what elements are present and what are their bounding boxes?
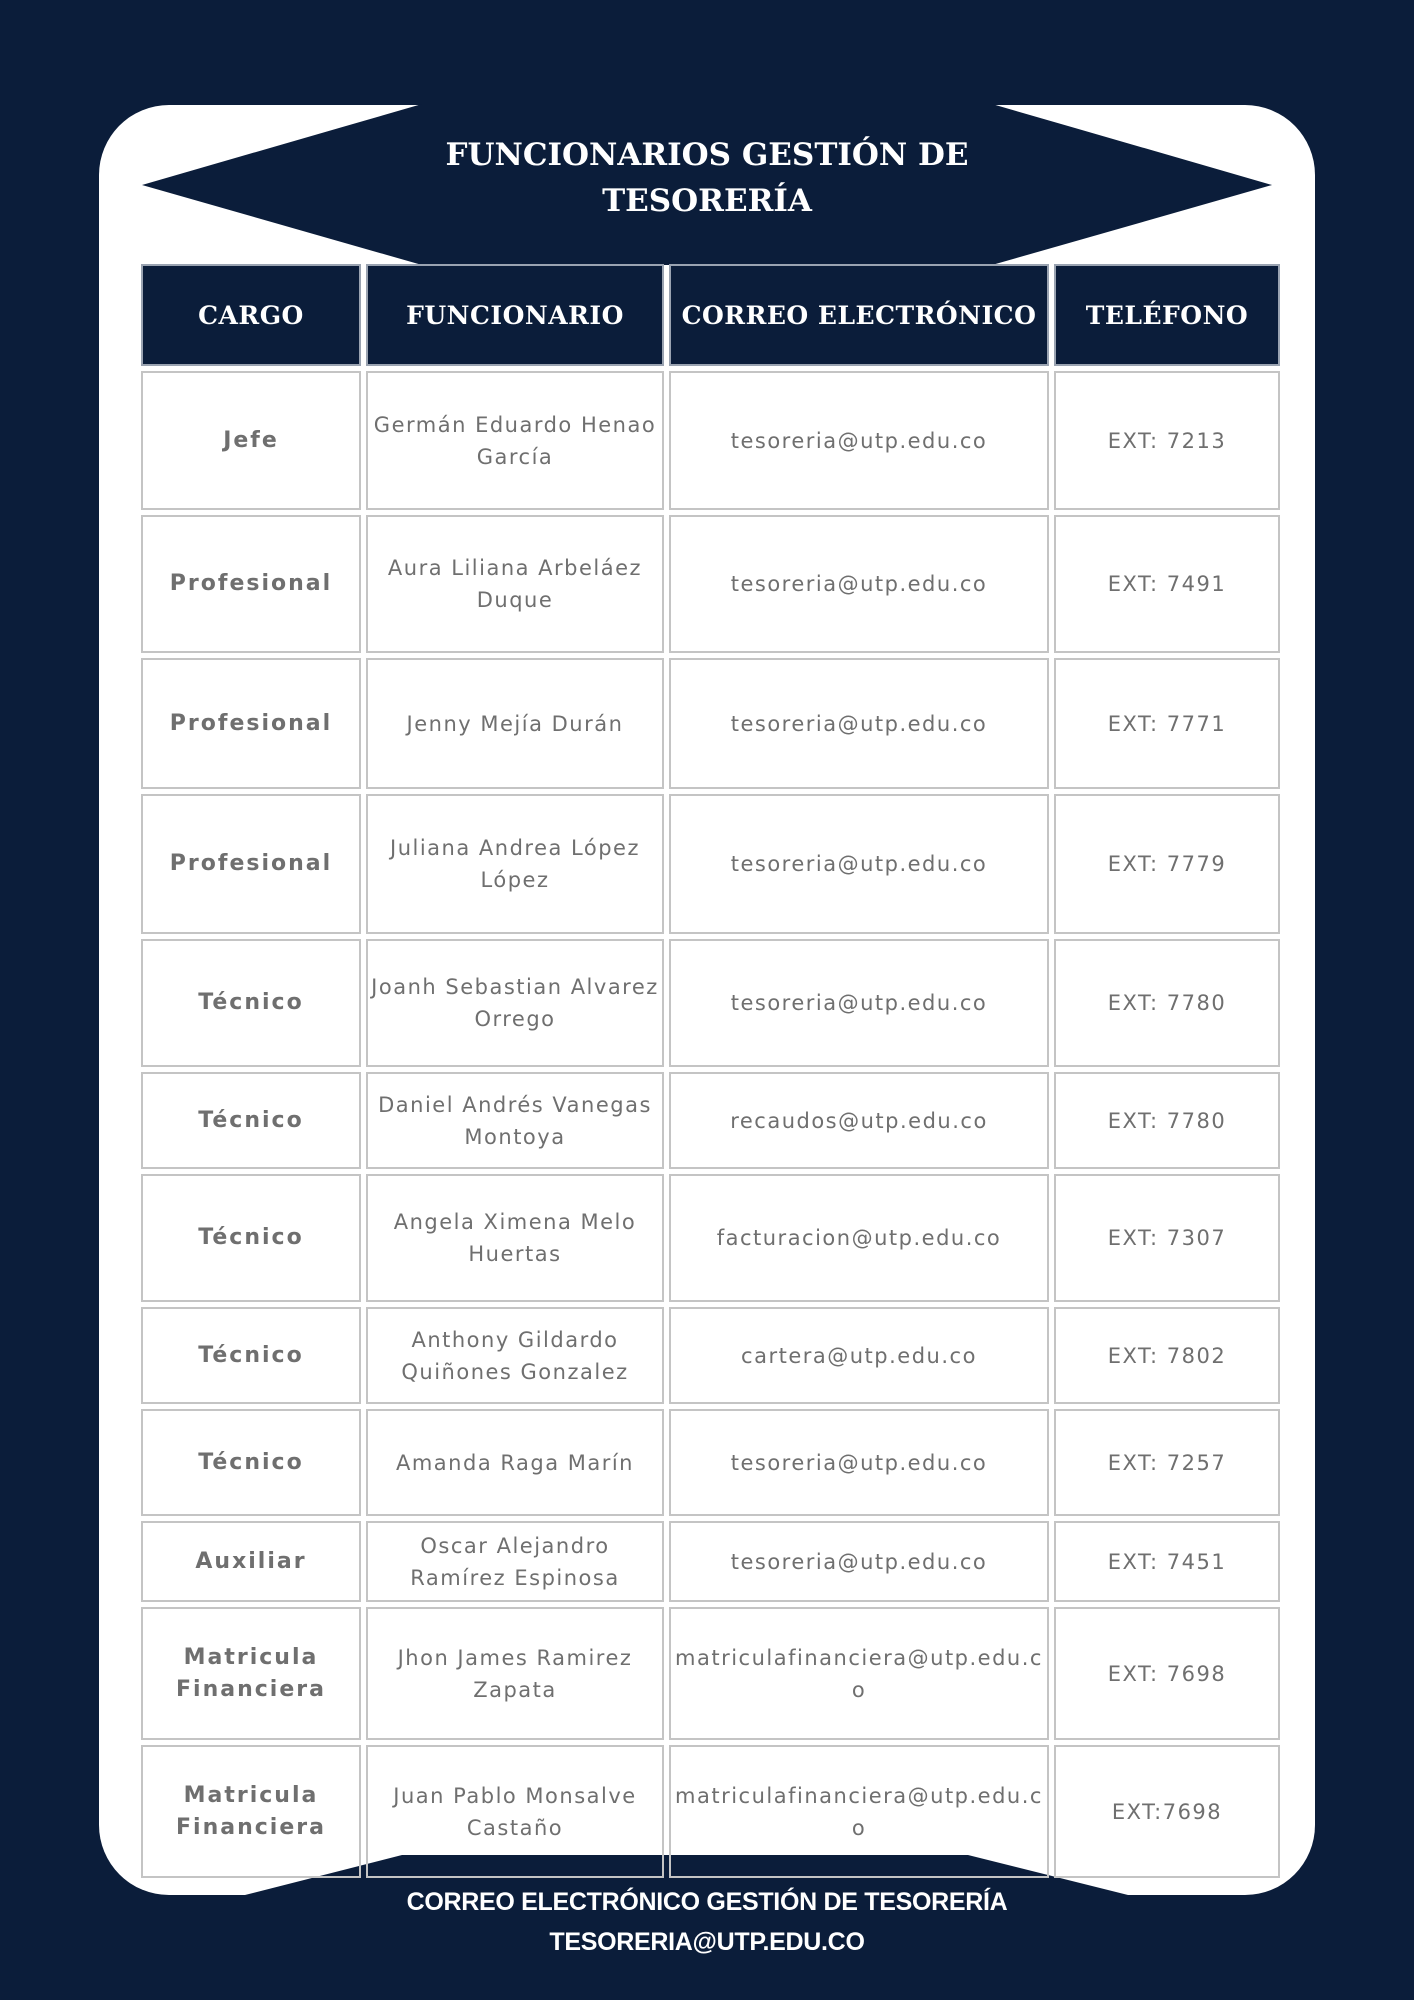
table-row xyxy=(141,1174,1280,1302)
cell-correo: tesoreria@utp.edu.co xyxy=(669,794,1049,934)
cell-telefono: EXT: 7802 xyxy=(1054,1307,1280,1404)
cell-funcionario: Amanda Raga Marín xyxy=(366,1409,664,1516)
cell-cargo: Jefe xyxy=(141,371,361,510)
cell-funcionario: Jhon James Ramirez Zapata xyxy=(366,1607,664,1740)
cell-funcionario: Juan Pablo Monsalve Castaño xyxy=(366,1745,664,1878)
cell-correo: tesoreria@utp.edu.co xyxy=(669,939,1049,1067)
cell-correo: tesoreria@utp.edu.co xyxy=(669,1521,1049,1602)
table-row xyxy=(141,371,1280,510)
table-row xyxy=(141,1521,1280,1602)
cell-telefono: EXT: 7213 xyxy=(1054,371,1280,510)
cell-telefono: EXT: 7780 xyxy=(1054,1072,1280,1169)
table-row xyxy=(141,1072,1280,1169)
cell-telefono: EXT:7698 xyxy=(1054,1745,1280,1878)
table-row xyxy=(141,794,1280,934)
cell-funcionario: Anthony Gildardo Quiñones Gonzalez xyxy=(366,1307,664,1404)
cell-cargo: Profesional xyxy=(141,658,361,789)
header-cargo: CARGO xyxy=(141,264,361,366)
page-title: FUNCIONARIOS GESTIÓN DE TESORERÍA xyxy=(445,137,969,219)
cell-cargo: Profesional xyxy=(141,794,361,934)
cell-telefono: EXT: 7779 xyxy=(1054,794,1280,934)
cell-correo: facturacion@utp.edu.co xyxy=(669,1174,1049,1302)
cell-cargo: Auxiliar xyxy=(141,1521,361,1602)
table-row xyxy=(141,658,1280,789)
table-header-row xyxy=(141,264,1280,366)
staff-table xyxy=(136,259,1285,1883)
header-funcionario: FUNCIONARIO xyxy=(366,264,664,366)
cell-telefono: EXT: 7698 xyxy=(1054,1607,1280,1740)
table-row xyxy=(141,1307,1280,1404)
cell-telefono: EXT: 7451 xyxy=(1054,1521,1280,1602)
cell-cargo: Matricula Financiera xyxy=(141,1607,361,1740)
cell-correo: tesoreria@utp.edu.co xyxy=(669,1409,1049,1516)
cell-correo: tesoreria@utp.edu.co xyxy=(669,371,1049,510)
table-row xyxy=(141,1409,1280,1516)
footer-line-label: CORREO ELECTRÓNICO GESTIÓN DE TESORERÍA xyxy=(406,1888,1008,1916)
cell-cargo: Técnico xyxy=(141,1307,361,1404)
cell-funcionario: Germán Eduardo Henao García xyxy=(366,371,664,510)
header-telefono: TELÉFONO xyxy=(1054,264,1280,366)
table-row xyxy=(141,939,1280,1067)
cell-funcionario: Jenny Mejía Durán xyxy=(366,658,664,789)
cell-telefono: EXT: 7257 xyxy=(1054,1409,1280,1516)
cell-cargo: Técnico xyxy=(141,1174,361,1302)
cell-cargo: Técnico xyxy=(141,1072,361,1169)
cell-correo: tesoreria@utp.edu.co xyxy=(669,515,1049,653)
cell-cargo: Matricula Financiera xyxy=(141,1745,361,1878)
cell-telefono: EXT: 7307 xyxy=(1054,1174,1280,1302)
cell-correo: matriculafinanciera@utp.edu.co xyxy=(669,1607,1049,1740)
cell-telefono: EXT: 7780 xyxy=(1054,939,1280,1067)
cell-cargo: Técnico xyxy=(141,939,361,1067)
table-row xyxy=(141,1745,1280,1878)
cell-funcionario: Daniel Andrés Vanegas Montoya xyxy=(366,1072,664,1169)
cell-funcionario: Juliana Andrea López López xyxy=(366,794,664,934)
cell-cargo: Profesional xyxy=(141,515,361,653)
header-correo: CORREO ELECTRÓNICO xyxy=(669,264,1049,366)
cell-funcionario: Oscar Alejandro Ramírez Espinosa xyxy=(366,1521,664,1602)
cell-correo: recaudos@utp.edu.co xyxy=(669,1072,1049,1169)
cell-telefono: EXT: 7491 xyxy=(1054,515,1280,653)
cell-funcionario: Angela Ximena Melo Huertas xyxy=(366,1174,664,1302)
cell-cargo: Técnico xyxy=(141,1409,361,1516)
cell-funcionario: Joanh Sebastian Alvarez Orrego xyxy=(366,939,664,1067)
cell-correo: tesoreria@utp.edu.co xyxy=(669,658,1049,789)
footer-email: TESORERIA@UTP.EDU.CO xyxy=(549,1928,865,1956)
cell-correo: cartera@utp.edu.co xyxy=(669,1307,1049,1404)
cell-telefono: EXT: 7771 xyxy=(1054,658,1280,789)
cell-funcionario: Aura Liliana Arbeláez Duque xyxy=(366,515,664,653)
staff-table-wrapper xyxy=(141,264,1280,1878)
cell-correo: matriculafinanciera@utp.edu.co xyxy=(669,1745,1049,1878)
table-row xyxy=(141,515,1280,653)
table-row xyxy=(141,1607,1280,1740)
footer xyxy=(0,1882,1414,1962)
